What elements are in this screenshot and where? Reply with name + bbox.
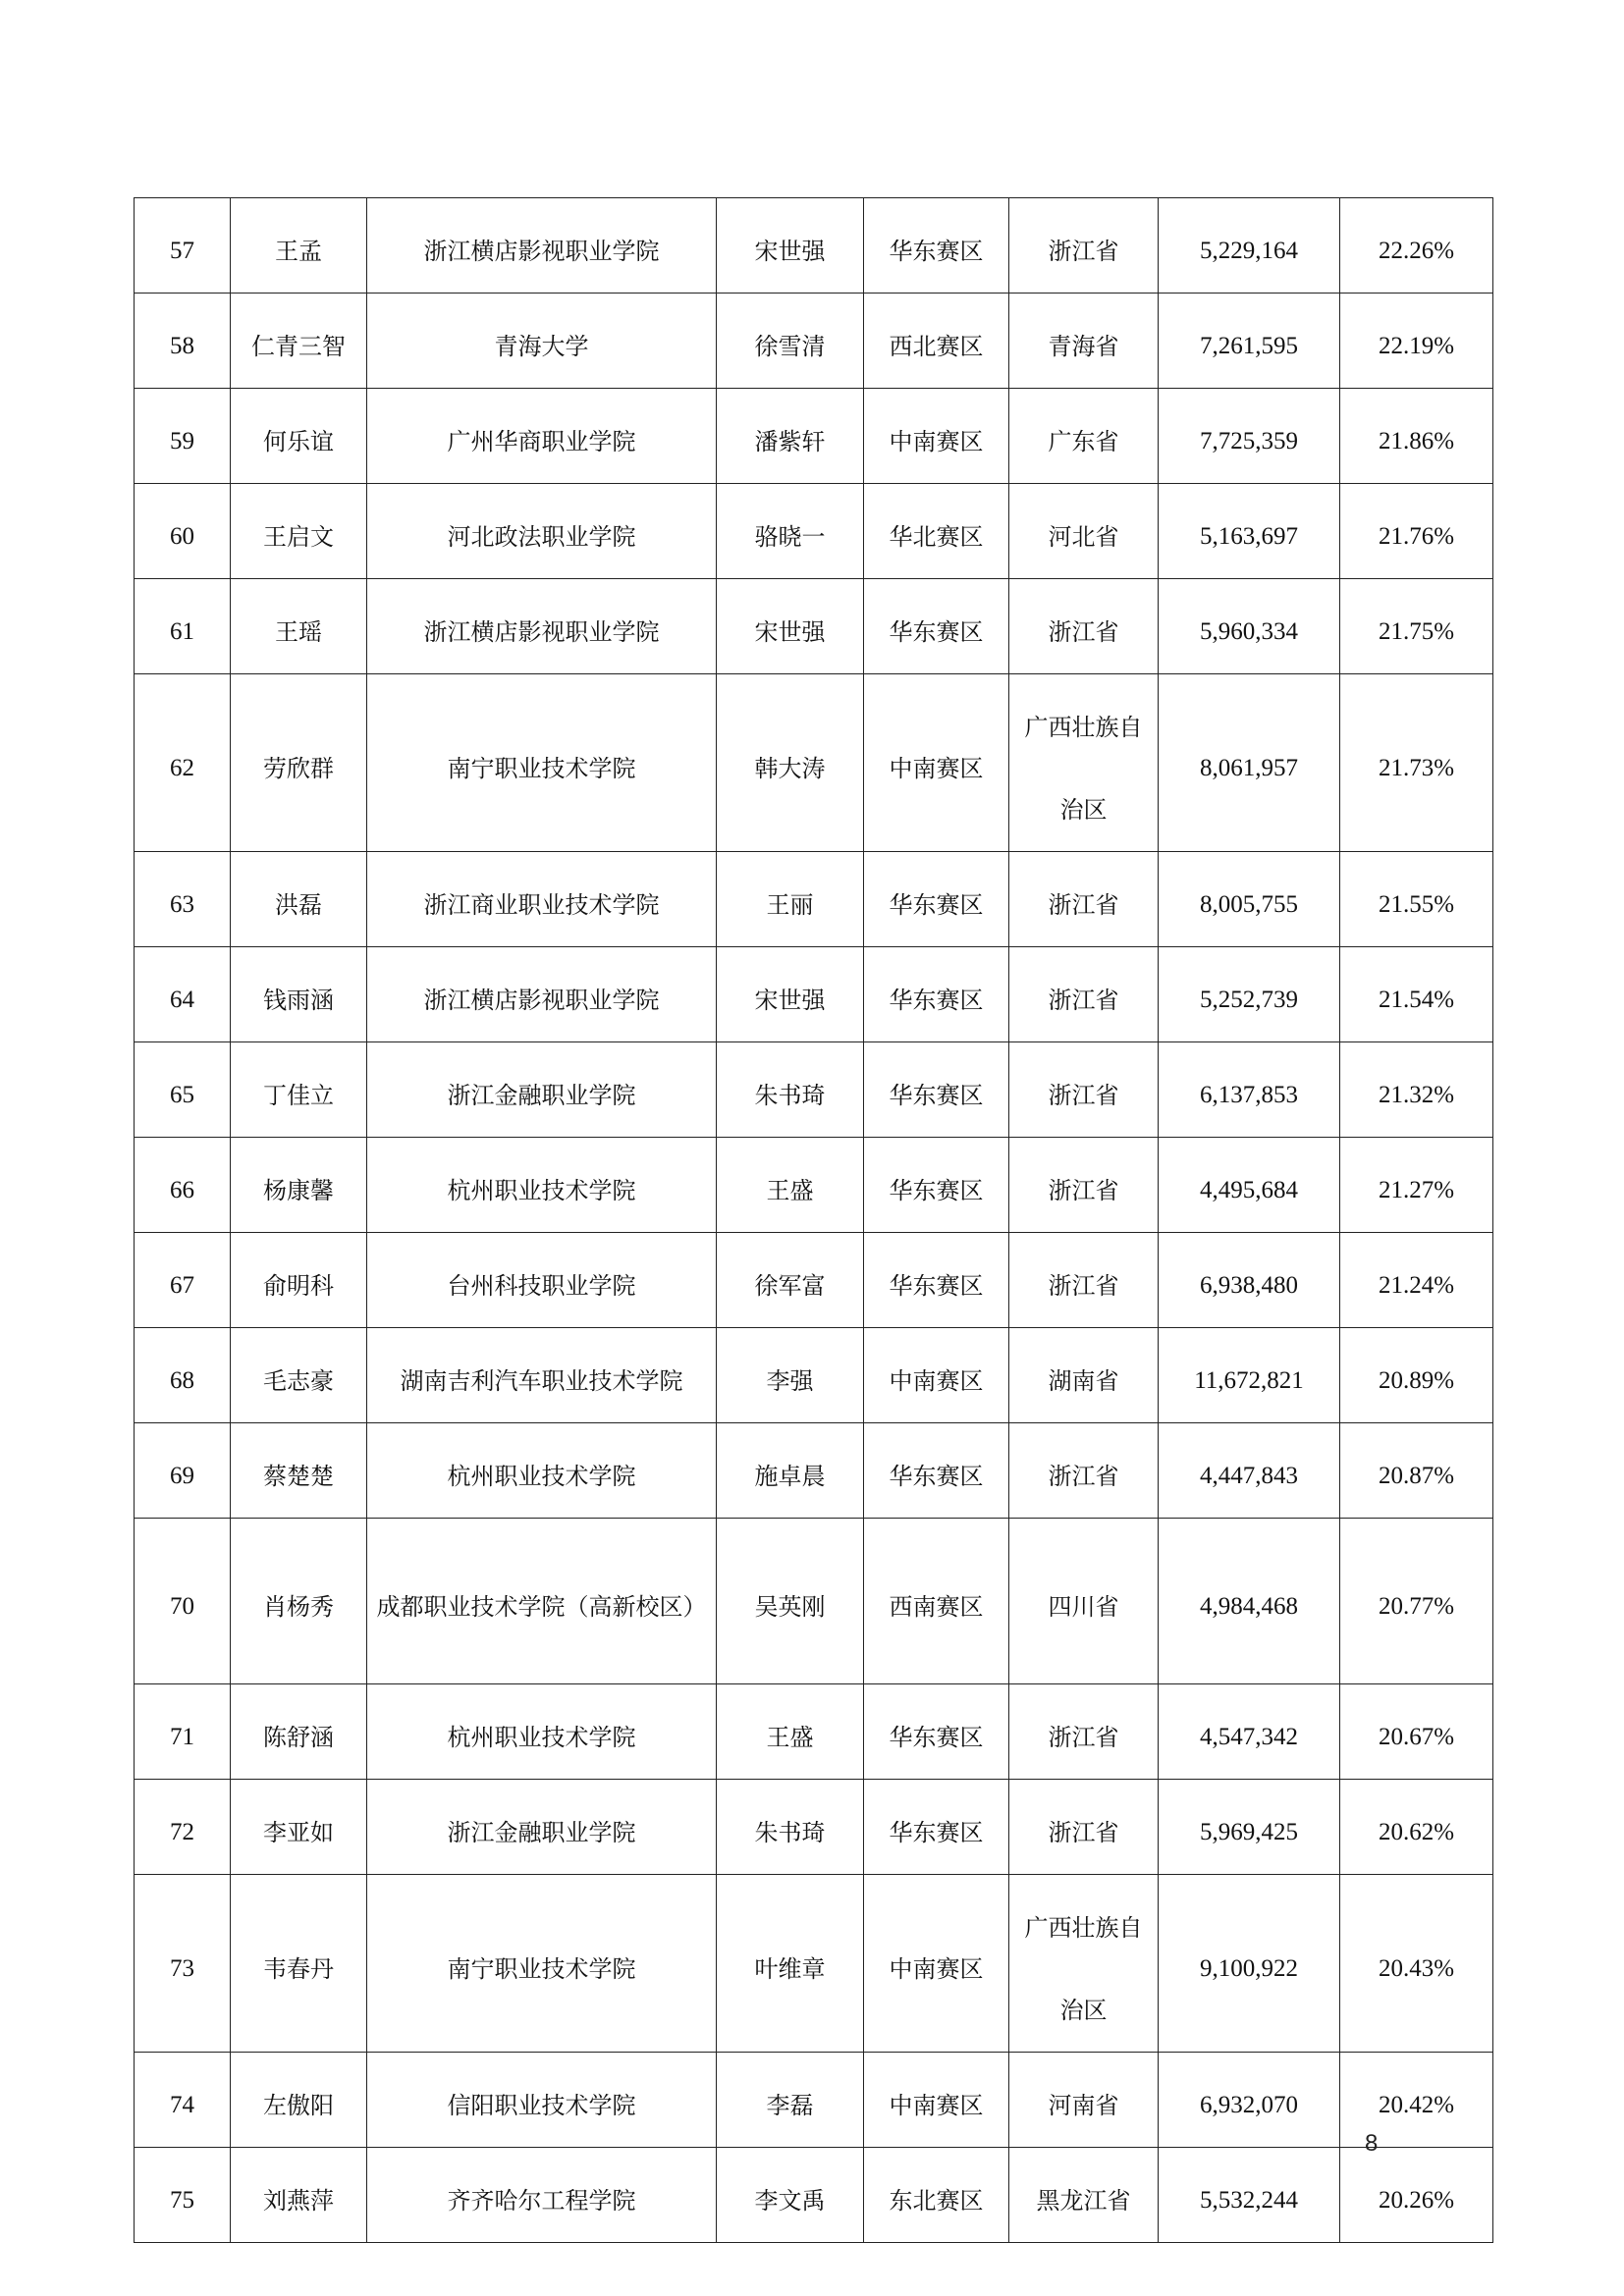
region-cell: 华东赛区 [864,947,1009,1042]
student-name-cell: 王启文 [231,484,367,579]
rate-cell: 21.86% [1340,389,1493,484]
province-cell: 浙江省 [1009,852,1159,947]
rate-cell: 20.43% [1340,1875,1493,2053]
teacher-cell: 施卓晨 [717,1423,864,1519]
table-row [135,389,1493,484]
region-cell: 华东赛区 [864,852,1009,947]
region-cell: 中南赛区 [864,389,1009,484]
rate-cell: 21.32% [1340,1042,1493,1138]
table-row [135,1328,1493,1423]
teacher-cell: 宋世强 [717,579,864,674]
table-row [135,674,1493,852]
student-name-cell: 王孟 [231,198,367,294]
rank-cell: 59 [135,389,231,484]
region-cell: 西北赛区 [864,294,1009,389]
rank-cell: 62 [135,674,231,852]
value-cell: 5,960,334 [1159,579,1340,674]
region-cell: 华东赛区 [864,1042,1009,1138]
school-cell: 青海大学 [367,294,717,389]
table-row [135,852,1493,947]
value-cell: 6,938,480 [1159,1233,1340,1328]
value-cell: 4,547,342 [1159,1684,1340,1780]
province-cell: 广西壮族自治区 [1009,674,1159,852]
province-cell: 浙江省 [1009,579,1159,674]
rank-cell: 66 [135,1138,231,1233]
school-cell: 浙江金融职业学院 [367,1042,717,1138]
rank-cell: 71 [135,1684,231,1780]
teacher-cell: 李文禹 [717,2148,864,2243]
teacher-cell: 李磊 [717,2053,864,2148]
table-row [135,2053,1493,2148]
table-row [135,1875,1493,2053]
table-row [135,484,1493,579]
school-cell: 杭州职业技术学院 [367,1423,717,1519]
student-name-cell: 劳欣群 [231,674,367,852]
region-cell: 中南赛区 [864,674,1009,852]
region-cell: 华东赛区 [864,1684,1009,1780]
teacher-cell: 韩大涛 [717,674,864,852]
school-cell: 南宁职业技术学院 [367,674,717,852]
student-name-cell: 洪磊 [231,852,367,947]
school-cell: 湖南吉利汽车职业技术学院 [367,1328,717,1423]
teacher-cell: 徐雪清 [717,294,864,389]
rank-cell: 67 [135,1233,231,1328]
student-name-cell: 王瑶 [231,579,367,674]
rank-cell: 63 [135,852,231,947]
rate-cell: 22.26% [1340,198,1493,294]
student-name-cell: 钱雨涵 [231,947,367,1042]
region-cell: 华东赛区 [864,198,1009,294]
value-cell: 5,229,164 [1159,198,1340,294]
rank-cell: 72 [135,1780,231,1875]
rate-cell: 21.27% [1340,1138,1493,1233]
ranking-table [134,197,1493,2243]
region-cell: 中南赛区 [864,1328,1009,1423]
province-cell: 湖南省 [1009,1328,1159,1423]
province-cell: 浙江省 [1009,947,1159,1042]
page-number: 8 [1365,2130,1379,2157]
rate-cell: 21.73% [1340,674,1493,852]
province-cell: 广东省 [1009,389,1159,484]
school-cell: 浙江横店影视职业学院 [367,579,717,674]
school-cell: 南宁职业技术学院 [367,1875,717,2053]
rank-cell: 73 [135,1875,231,2053]
province-cell: 浙江省 [1009,1138,1159,1233]
province-cell: 浙江省 [1009,1233,1159,1328]
rate-cell: 20.42% [1340,2053,1493,2148]
value-cell: 11,672,821 [1159,1328,1340,1423]
value-cell: 8,005,755 [1159,852,1340,947]
region-cell: 中南赛区 [864,1875,1009,2053]
teacher-cell: 潘紫轩 [717,389,864,484]
school-cell: 浙江横店影视职业学院 [367,198,717,294]
table-row [135,1233,1493,1328]
table-row [135,294,1493,389]
table-row [135,1042,1493,1138]
table-row [135,2148,1493,2243]
rank-cell: 57 [135,198,231,294]
table-row [135,1423,1493,1519]
table-row [135,198,1493,294]
teacher-cell: 李强 [717,1328,864,1423]
school-cell: 成都职业技术学院（高新校区） [367,1519,717,1684]
student-name-cell: 蔡楚楚 [231,1423,367,1519]
student-name-cell: 左傲阳 [231,2053,367,2148]
rate-cell: 20.77% [1340,1519,1493,1684]
table-row [135,1780,1493,1875]
rate-cell: 21.55% [1340,852,1493,947]
rank-cell: 61 [135,579,231,674]
table-row [135,1138,1493,1233]
value-cell: 5,969,425 [1159,1780,1340,1875]
region-cell: 华东赛区 [864,1780,1009,1875]
rank-cell: 65 [135,1042,231,1138]
province-cell: 河北省 [1009,484,1159,579]
value-cell: 7,261,595 [1159,294,1340,389]
province-cell: 黑龙江省 [1009,2148,1159,2243]
region-cell: 东北赛区 [864,2148,1009,2243]
school-cell: 浙江金融职业学院 [367,1780,717,1875]
teacher-cell: 王盛 [717,1138,864,1233]
province-cell: 浙江省 [1009,198,1159,294]
value-cell: 7,725,359 [1159,389,1340,484]
value-cell: 6,932,070 [1159,2053,1340,2148]
table-row [135,1684,1493,1780]
school-cell: 浙江商业职业技术学院 [367,852,717,947]
school-cell: 杭州职业技术学院 [367,1684,717,1780]
rank-cell: 75 [135,2148,231,2243]
student-name-cell: 何乐谊 [231,389,367,484]
region-cell: 西南赛区 [864,1519,1009,1684]
student-name-cell: 毛志豪 [231,1328,367,1423]
province-cell: 河南省 [1009,2053,1159,2148]
school-cell: 信阳职业技术学院 [367,2053,717,2148]
teacher-cell: 王盛 [717,1684,864,1780]
region-cell: 华东赛区 [864,1138,1009,1233]
rank-cell: 69 [135,1423,231,1519]
rate-cell: 21.24% [1340,1233,1493,1328]
rate-cell: 20.89% [1340,1328,1493,1423]
value-cell: 9,100,922 [1159,1875,1340,2053]
student-name-cell: 肖杨秀 [231,1519,367,1684]
rate-cell: 20.87% [1340,1423,1493,1519]
teacher-cell: 骆晓一 [717,484,864,579]
teacher-cell: 吴英刚 [717,1519,864,1684]
value-cell: 5,163,697 [1159,484,1340,579]
region-cell: 中南赛区 [864,2053,1009,2148]
region-cell: 华北赛区 [864,484,1009,579]
teacher-cell: 宋世强 [717,198,864,294]
student-name-cell: 仁青三智 [231,294,367,389]
province-cell: 浙江省 [1009,1042,1159,1138]
value-cell: 4,495,684 [1159,1138,1340,1233]
rate-cell: 20.62% [1340,1780,1493,1875]
student-name-cell: 陈舒涵 [231,1684,367,1780]
student-name-cell: 李亚如 [231,1780,367,1875]
region-cell: 华东赛区 [864,1423,1009,1519]
student-name-cell: 刘燕萍 [231,2148,367,2243]
teacher-cell: 朱书琦 [717,1780,864,1875]
rate-cell: 21.75% [1340,579,1493,674]
teacher-cell: 叶维章 [717,1875,864,2053]
rate-cell: 22.19% [1340,294,1493,389]
student-name-cell: 丁佳立 [231,1042,367,1138]
province-cell: 浙江省 [1009,1780,1159,1875]
rank-cell: 68 [135,1328,231,1423]
rank-cell: 58 [135,294,231,389]
teacher-cell: 宋世强 [717,947,864,1042]
table-row [135,947,1493,1042]
rate-cell: 20.26% [1340,2148,1493,2243]
region-cell: 华东赛区 [864,1233,1009,1328]
province-cell: 广西壮族自治区 [1009,1875,1159,2053]
province-cell: 青海省 [1009,294,1159,389]
value-cell: 5,252,739 [1159,947,1340,1042]
province-cell: 浙江省 [1009,1423,1159,1519]
school-cell: 齐齐哈尔工程学院 [367,2148,717,2243]
value-cell: 5,532,244 [1159,2148,1340,2243]
province-cell: 浙江省 [1009,1684,1159,1780]
province-cell: 四川省 [1009,1519,1159,1684]
teacher-cell: 朱书琦 [717,1042,864,1138]
value-cell: 8,061,957 [1159,674,1340,852]
school-cell: 广州华商职业学院 [367,389,717,484]
value-cell: 4,984,468 [1159,1519,1340,1684]
student-name-cell: 韦春丹 [231,1875,367,2053]
table-row [135,1519,1493,1684]
value-cell: 6,137,853 [1159,1042,1340,1138]
school-cell: 杭州职业技术学院 [367,1138,717,1233]
student-name-cell: 俞明科 [231,1233,367,1328]
rate-cell: 21.54% [1340,947,1493,1042]
region-cell: 华东赛区 [864,579,1009,674]
rank-cell: 60 [135,484,231,579]
school-cell: 台州科技职业学院 [367,1233,717,1328]
rank-cell: 74 [135,2053,231,2148]
rate-cell: 21.76% [1340,484,1493,579]
student-name-cell: 杨康馨 [231,1138,367,1233]
teacher-cell: 徐军富 [717,1233,864,1328]
table-row [135,579,1493,674]
value-cell: 4,447,843 [1159,1423,1340,1519]
rank-cell: 64 [135,947,231,1042]
rate-cell: 20.67% [1340,1684,1493,1780]
school-cell: 浙江横店影视职业学院 [367,947,717,1042]
school-cell: 河北政法职业学院 [367,484,717,579]
teacher-cell: 王丽 [717,852,864,947]
rank-cell: 70 [135,1519,231,1684]
